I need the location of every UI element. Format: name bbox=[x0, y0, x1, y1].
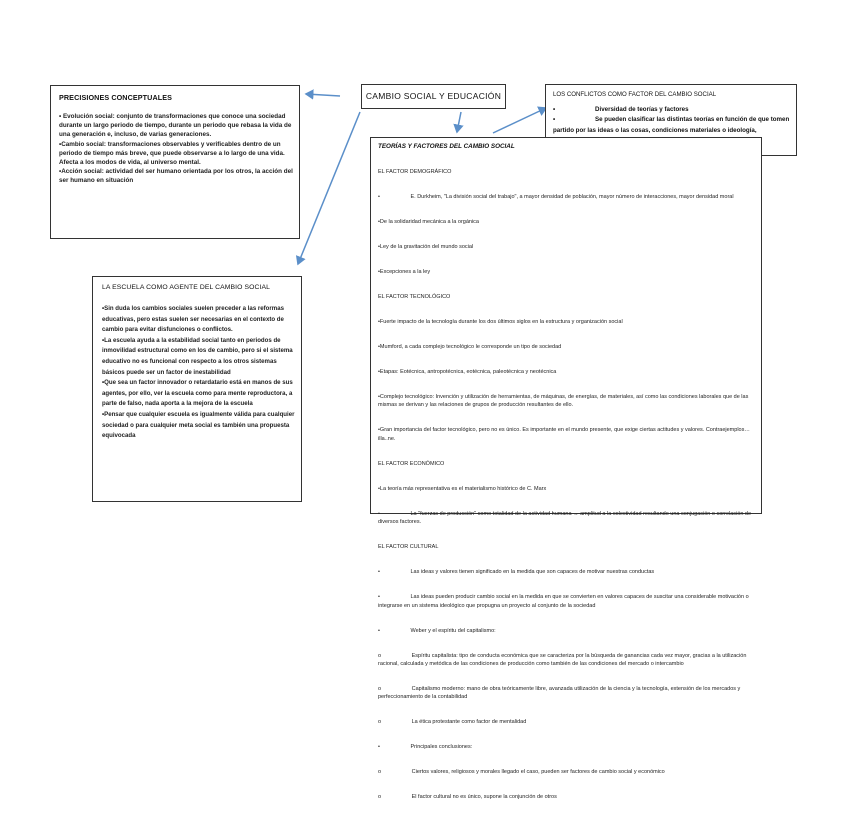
escuela-item: •Pensar que cualquier escuela es igualmente válida para cualquier sociedad o para cualquier meta social es también una propuesta equivocada bbox=[102, 410, 295, 440]
teorias-list bbox=[378, 151, 755, 819]
precisiones-title: PRECISIONES CONCEPTUALES bbox=[59, 93, 173, 102]
teorias-line: •La teoría más representativa es el materialismo histórico de C. Marx bbox=[378, 485, 547, 492]
arrow-to-escuela bbox=[298, 112, 360, 264]
teorias-line: • Las ideas pueden producir cambio social en la medida en que se convierten en valores capaces de suscitar una considerable motivación o integrarse en un sistema ideológico que propugna un proyecto al conjunto de la sociedad bbox=[378, 594, 751, 609]
escuela-list bbox=[102, 304, 295, 442]
teorias-line: •De la solidaridad mecánica a la orgánica bbox=[378, 218, 479, 225]
teorias-line: •Ley de la gravitación del mundo social bbox=[378, 243, 474, 250]
teorias-line: • Las ideas y valores tienen significado en la medida que son capaces de motivar nuestras conductas bbox=[378, 569, 655, 576]
central-topic-box bbox=[361, 84, 506, 109]
precisiones-box bbox=[50, 85, 300, 239]
arrow-to-teorias bbox=[457, 112, 461, 132]
precisiones-item: •Acción social: actividad del ser humano orientada por los otros, la acción del ser humano en situación bbox=[59, 168, 293, 185]
teorias-line: EL FACTOR CULTURAL bbox=[378, 544, 439, 551]
teorias-line: •Fuerte impacto de la tecnología durante los dos últimos siglos en la estructura y organización social bbox=[378, 318, 623, 325]
escuela-item: •Sin duda los cambios sociales suelen preceder a las reformas educativas, pero estas suelen ser necesarias en el contexto de cambio para evitar disfunciones o conflictos. bbox=[102, 305, 284, 334]
teorias-line: o Espíritu capitalista: tipo de conducta económica que se caracteriza por la búsqueda de ganancias cada vez mayor, gracias a la utilización racional, calculada y metódica de las condiciones de producción como también de las condiciones del mercado o intercambio bbox=[378, 652, 748, 667]
teorias-line: • E. Durkheim, "La división social del trabajo", a mayor densidad de población, mayor número de interacciones, mayor densidad moral bbox=[378, 193, 734, 200]
teorias-line: EL FACTOR DEMOGRÁFICO bbox=[378, 168, 452, 175]
precisiones-item: • Evolución social: conjunto de transformaciones que conoce una sociedad durante un largo periodo de tiempo, durante un periodo que rebasa la vida de una generación e, incluso, de varias generaciones. bbox=[59, 113, 292, 139]
teorias-line: •Etapas: Eotécnica, antropotécnica, eotécnica, paleotécnica y neotécnica bbox=[378, 368, 557, 375]
escuela-title: LA ESCUELA COMO AGENTE DEL CAMBIO SOCIAL bbox=[102, 284, 271, 291]
escuela-box bbox=[92, 276, 302, 502]
teorias-line: •Excepciones a la ley bbox=[378, 268, 431, 275]
teorias-line: o Capitalismo moderno: mano de obra teóricamente libre, avanzada utilización de la ciencia y la tecnología, extensión de los mercados y perfeccionamiento de la contabilidad bbox=[378, 686, 742, 701]
teorias-line: •Gran importancia del factor tecnológico, pero no es único. Es importante en el mundo presente, que exige ciertas actitudes y valores. Contraejemplos…illa..ne. bbox=[378, 427, 750, 442]
teorias-line: • La "fuerzas de producción" como totalidad de la actividad humana → amplitud a la colectividad resultando una conjugación o correlación de diversos factores. bbox=[378, 510, 753, 526]
teorias-line: o Ciertos valores, religiosos y morales llegado el caso, pueden ser factores de cambio social y económico bbox=[378, 769, 665, 776]
teorias-line: EL FACTOR ECONÓMICO bbox=[378, 460, 445, 467]
teorias-box bbox=[370, 137, 762, 801]
central-topic-title: CAMBIO SOCIAL Y EDUCACIÓN bbox=[365, 91, 502, 101]
teorias-line: • Principales conclusiones: bbox=[378, 744, 473, 751]
teorias-line: EL FACTOR TECNOLÓGICO bbox=[378, 293, 451, 300]
escuela-item: •Que sea un factor innovador o retardatario está en manos de sus agentes, por ello, ver la escuela como para mente reproductora, a parte de falso, nada aporta a la mejora de la escuela bbox=[102, 379, 293, 408]
teorias-line: o La ética protestante como factor de mentalidad bbox=[378, 719, 527, 726]
teorias-line: •Complejo tecnológico: Invención y utilización de herramientas, de máquinas, de energías, de materiales, así como las condiciones laborales que de las mismas se derivan y las relaciones de grupos de producción resultantes de ello. bbox=[378, 393, 750, 409]
precisiones-list bbox=[59, 112, 293, 186]
conflictos-item: • Diversidad de teorías y factores bbox=[553, 106, 689, 113]
teorias-title: TEORÍAS Y FACTORES DEL CAMBIO SOCIAL bbox=[378, 143, 515, 150]
teorias-line: • Weber y el espíritu del capitalismo: bbox=[378, 627, 496, 634]
teorias-line: •Mumford, a cada complejo tecnológico le corresponde un tipo de sociedad bbox=[378, 343, 562, 350]
precisiones-item: •Cambio social: transformaciones observables y verificables dentro de un periodo de tiempo más breve, que puede observarse a lo largo de una vida. Afecta a los modos de vida, al universo mental. bbox=[59, 140, 285, 167]
escuela-item: •La escuela ayuda a la estabilidad social tanto en periodos de inmovilidad estructural como en los de cambio, pero si el sistema educativo no es funcional con respecto a los otros sistemas básicos puede ser un factor de inestabilidad bbox=[102, 336, 293, 376]
arrow-to-conflictos bbox=[493, 108, 546, 133]
conflictos-title: LOS CONFLICTOS COMO FACTOR DEL CAMBIO SOCIAL bbox=[553, 91, 717, 98]
conflictos-item: • Se pueden clasificar las distintas teorías en función de que tomen partido por las ideas o las cosas, condiciones materiales o ideología, bbox=[553, 116, 790, 134]
arrow-to-precisiones bbox=[306, 94, 340, 96]
teorias-line: o El factor cultural no es único, supone la conjunción de otros bbox=[378, 794, 557, 801]
